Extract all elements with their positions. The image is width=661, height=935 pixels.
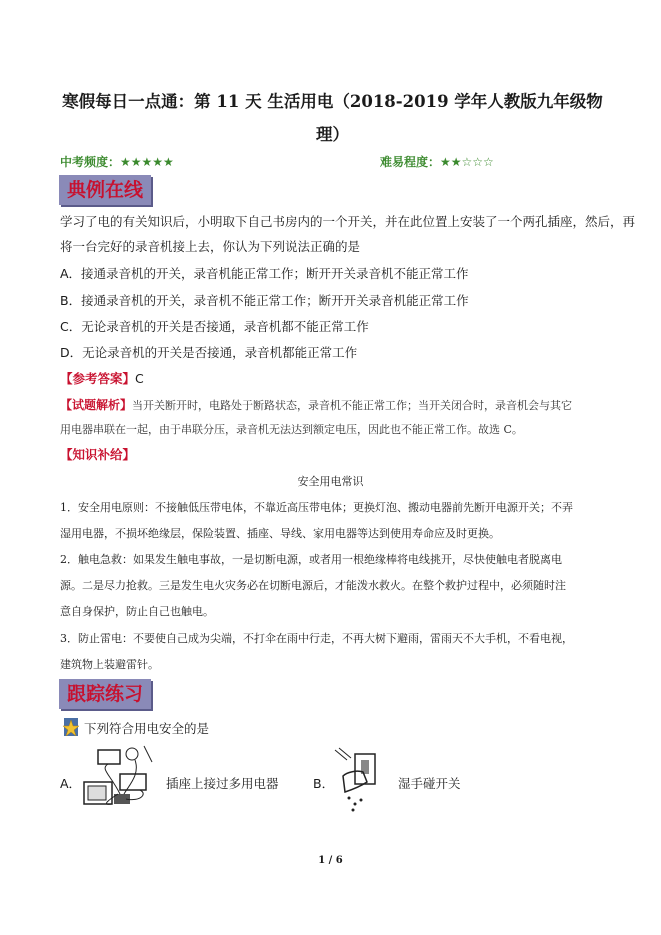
practice-option-b-letter: B． — [313, 776, 335, 791]
supplement-tag: 【知识补给】 — [60, 447, 136, 462]
frequency-stars: ★★★★★ — [120, 155, 174, 169]
practice-option-a-text: 插座上接过多用电器 — [166, 776, 279, 791]
knowledge-p2-line2: 源。二是尽力抢救。三是发生电火灾务必在切断电源后，才能泼水救火。在整个救护过程中，必须随时注 — [60, 579, 566, 592]
wet-hand-switch-illustration — [333, 746, 393, 814]
knowledge-p1-line2: 湿用电器，不损坏绝缘层，保险装置、插座、导线、家用电器等达到使用寿命应及时更换。 — [60, 527, 500, 540]
knowledge-p1-line1: 1．安全用电原则：不接触低压带电体，不靠近高压带电体；更换灯泡、搬动电器前先断开电源开关；不弄 — [60, 501, 573, 514]
answer-value: C — [135, 371, 144, 386]
difficulty-label: 难易程度： — [380, 155, 441, 169]
difficulty-level — [380, 153, 494, 170]
overloaded-socket-illustration — [80, 744, 160, 816]
knowledge-p3-line2: 建筑物上装避雷针。 — [60, 658, 159, 671]
practice-option-b-text: 湿手碰开关 — [398, 776, 461, 791]
knowledge-title: 安全用电常识 — [297, 475, 364, 488]
page-title-line1: 寒假每日一点通：第 11 天 生活用电（2018-2019 学年人教版九年级物 — [62, 92, 603, 111]
option-a: A．接通录音机的开关，录音机能正常工作；断开开关录音机不能正常工作 — [60, 266, 469, 281]
section-banner-example: 典例在线 — [59, 175, 151, 205]
answer-tag: 【参考答案】 — [60, 371, 136, 386]
reference-answer — [60, 369, 144, 389]
question-line2: 将一台完好的录音机接上去，你认为下列说法正确的是 — [60, 239, 361, 254]
analysis-tag: 【试题解析】 — [60, 398, 133, 412]
knowledge-p2-line1: 2．触电急救：如果发生触电事故，一是切断电源，或者用一根绝缘棒将电线挑开，尽快使触电者脱离电 — [60, 553, 562, 566]
analysis-text1: 当开关断开时，电路处于断路状态，录音机不能正常工作；当开关闭合时，录音机会与其它 — [132, 399, 573, 412]
option-b: B．接通录音机的开关，录音机不能正常工作；断开开关录音机能正常工作 — [60, 293, 469, 308]
question-star-icon — [60, 716, 82, 740]
question-line1: 学习了电的有关知识后，小明取下自己书房内的一个开关，并在此位置上安装了一个两孔插座，然后，再 — [60, 214, 636, 229]
analysis-line2: 用电器串联在一起，由于串联分压，录音机无法达到额定电压，因此也不能正常工作。故选 C。 — [60, 423, 523, 436]
difficulty-stars: ★★☆☆☆ — [440, 155, 494, 169]
knowledge-p2-line3: 意自身保护，防止自己也触电。 — [60, 605, 214, 618]
analysis-line1 — [60, 394, 620, 417]
exam-frequency — [60, 153, 174, 170]
option-c: C．无论录音机的开关是否接通，录音机都不能正常工作 — [60, 319, 369, 334]
section-banner-practice: 跟踪练习 — [59, 679, 151, 709]
frequency-label: 中考频度： — [60, 155, 121, 169]
option-d: D．无论录音机的开关是否接通，录音机都能正常工作 — [60, 345, 358, 360]
practice-question-stem: 下列符合用电安全的是 — [84, 721, 210, 736]
page-title-line2: 理） — [316, 125, 349, 144]
knowledge-p3-line1: 3．防止雷电：不要使自己成为尖端，不打伞在雨中行走，不再大树下避雨，雷雨天不大手机，不看电视， — [60, 632, 573, 645]
page-number: 1 / 6 — [318, 855, 343, 866]
practice-option-a-letter: A． — [60, 776, 82, 791]
